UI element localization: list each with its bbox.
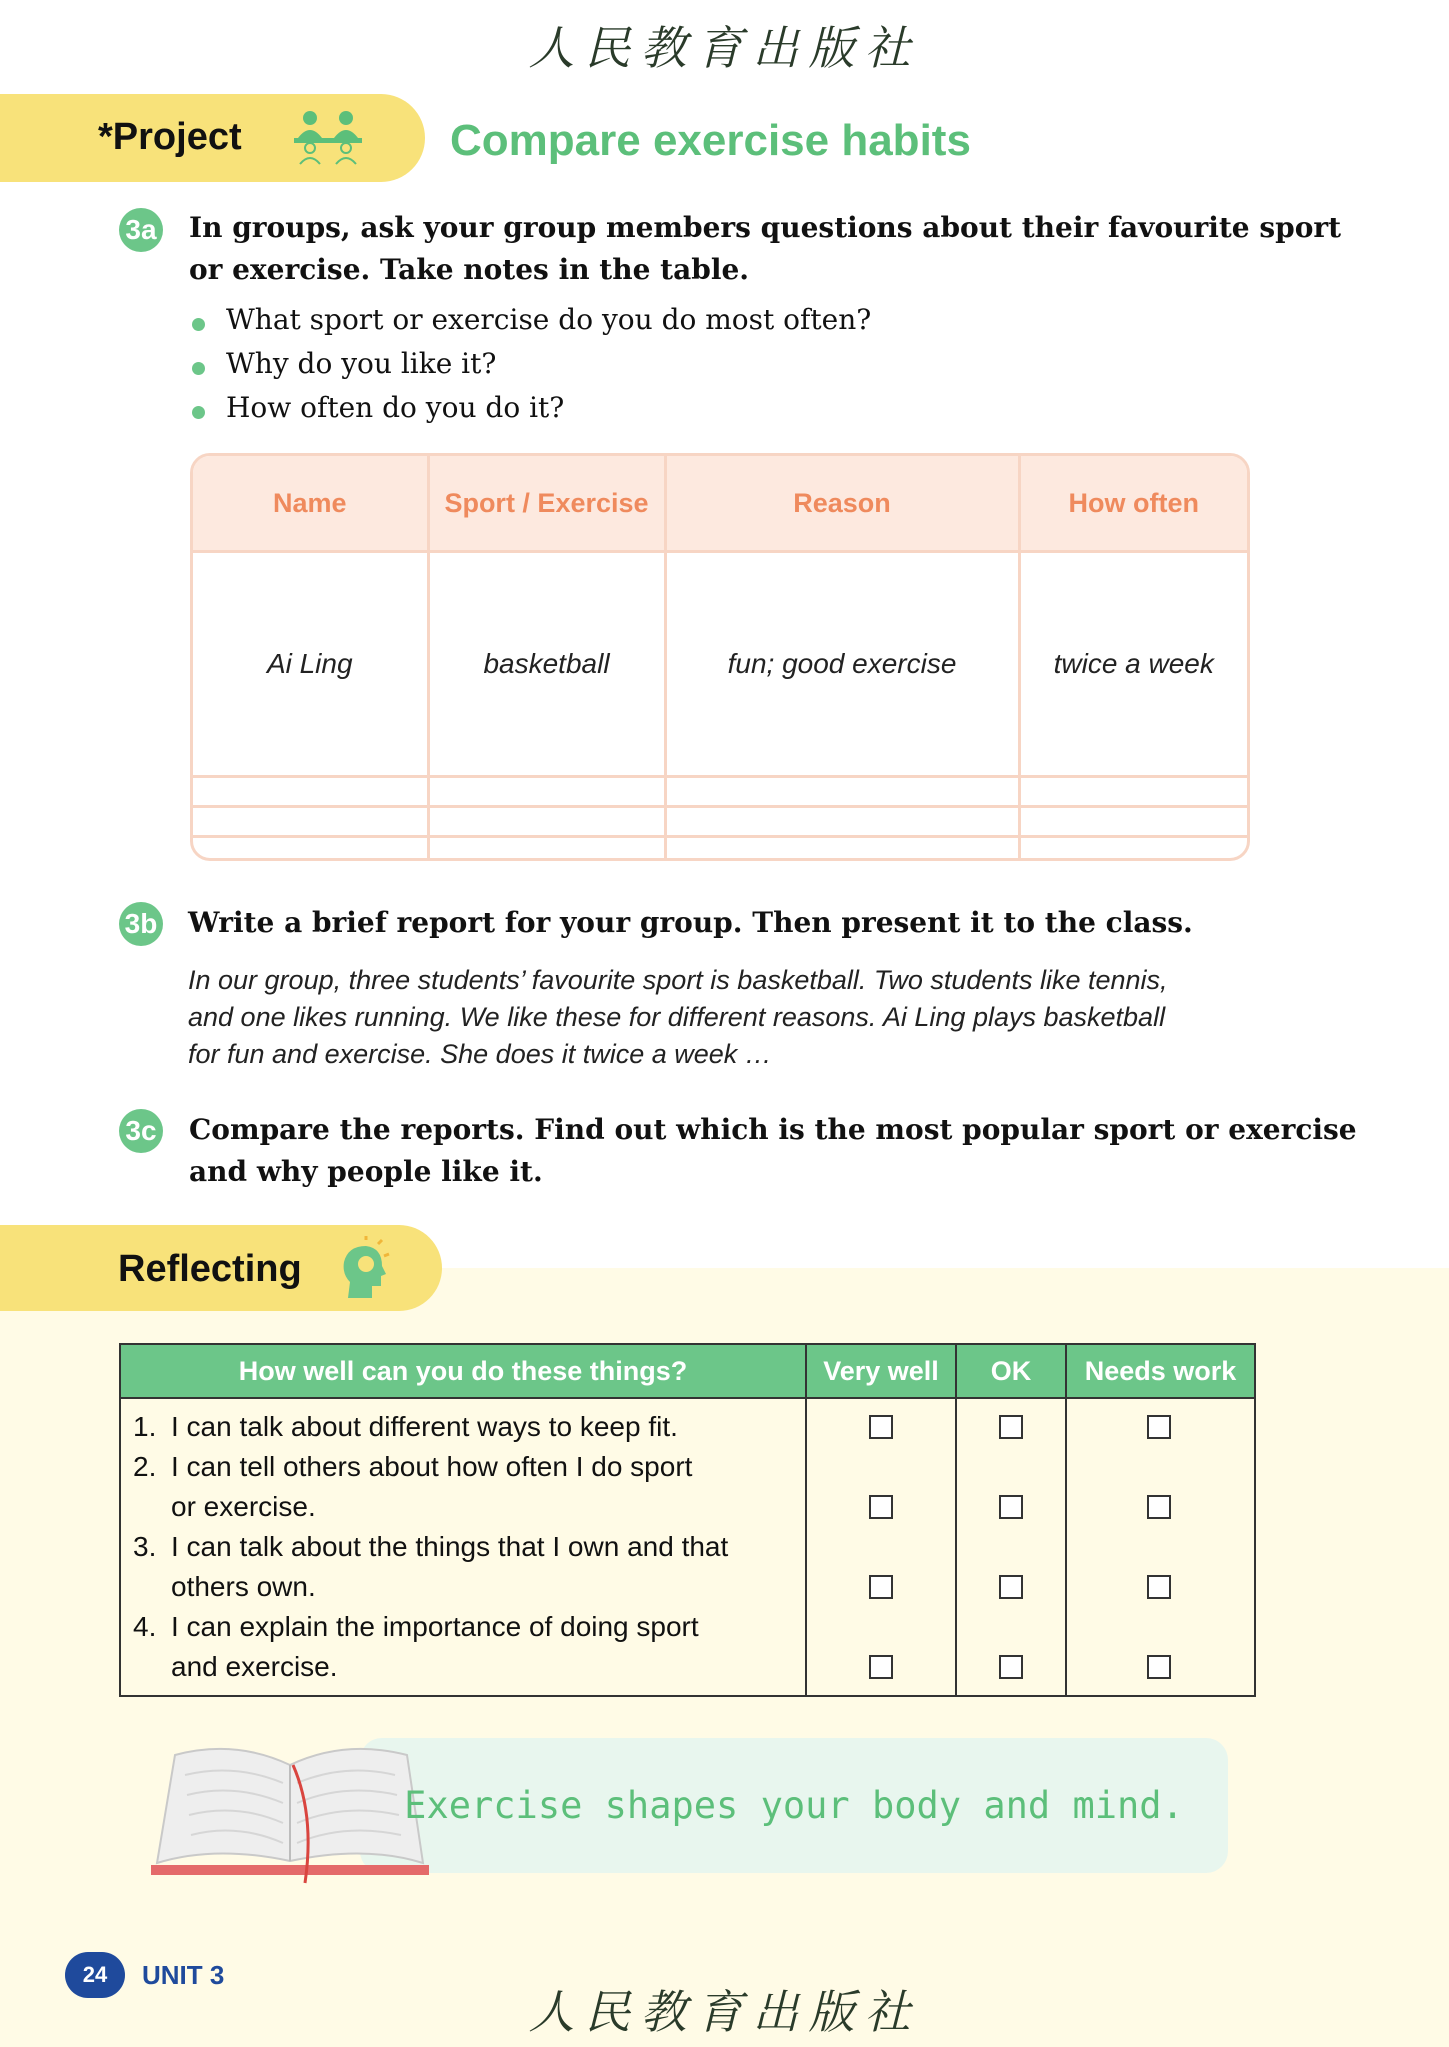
cell-reason: fun; good exercise: [665, 552, 1019, 777]
notes-table: [190, 453, 1250, 861]
checkbox-item4-very-well[interactable]: [869, 1655, 893, 1679]
reflect-header-very-well: Very well: [807, 1345, 957, 1397]
checkbox-item2-very-well[interactable]: [869, 1495, 893, 1519]
group-discussion-icon: [290, 108, 366, 171]
cell-name[interactable]: [193, 776, 428, 806]
question-2: Why do you like it?: [226, 347, 497, 380]
reflecting-label: Reflecting: [118, 1248, 302, 1290]
task-3b-instruction: Write a brief report for your group. Then present it to the class.: [188, 906, 1193, 939]
table-row: [193, 552, 1247, 777]
checkbox-item3-ok[interactable]: [999, 1575, 1023, 1599]
cell-name: Ai Ling: [193, 552, 428, 777]
task-3c-instruction-line1: Compare the reports. Find out which is the most popular sport or exercise: [189, 1113, 1357, 1146]
table-row: [193, 776, 1247, 806]
checkbox-item4-needs-work[interactable]: [1147, 1655, 1171, 1679]
checkbox-item3-needs-work[interactable]: [1147, 1575, 1171, 1599]
cell-reason[interactable]: [665, 837, 1019, 858]
notes-header-row: [193, 456, 1247, 552]
reflect-item-4: 4. I can explain the importance of doing sport and exercise.: [133, 1611, 699, 1682]
reflect-item-1: 1. I can talk about different ways to keep fit.: [133, 1411, 678, 1442]
cell-name[interactable]: [193, 806, 428, 836]
checkbox-item1-very-well[interactable]: [869, 1415, 893, 1439]
task-3a-instruction-line2: or exercise. Take notes in the table.: [189, 253, 750, 286]
cell-how-often[interactable]: [1019, 837, 1247, 858]
task-3a-instruction-line1: In groups, ask your group members questions about their favourite sport: [189, 211, 1342, 244]
sample-report-line1: In our group, three students’ favourite sport is basketball. Two students like tennis,: [188, 965, 1168, 995]
sample-report-line2: and one likes running. We like these for different reasons. Ai Ling plays basketball: [188, 1002, 1166, 1032]
bullet-dot: [192, 362, 205, 375]
lightbulb-head-icon: [338, 1236, 390, 1305]
cell-how-often[interactable]: [1019, 806, 1247, 836]
cell-how-often: twice a week: [1019, 552, 1247, 777]
cell-sport[interactable]: [428, 837, 665, 858]
checkbox-item1-needs-work[interactable]: [1147, 1415, 1171, 1439]
table-row: [193, 806, 1247, 836]
reflect-header-question: How well can you do these things?: [121, 1345, 807, 1397]
task-3c-instruction-line2: and why people like it.: [189, 1155, 543, 1188]
sample-report-line3: for fun and exercise. She does it twice a week …: [188, 1039, 772, 1069]
cell-name[interactable]: [193, 837, 428, 858]
checkbox-item4-ok[interactable]: [999, 1655, 1023, 1679]
header-divider: [121, 1397, 1254, 1399]
task-badge-3a: 3a: [119, 208, 163, 252]
motto-quote: Exercise shapes your body and mind.: [404, 1784, 1184, 1827]
cell-sport[interactable]: [428, 806, 665, 836]
task-badge-3c: 3c: [119, 1109, 163, 1153]
project-label: *Project: [98, 116, 242, 158]
question-3: How often do you do it?: [226, 391, 565, 424]
reflect-item-3: 3. I can talk about the things that I own and that others own.: [133, 1531, 729, 1602]
cell-reason[interactable]: [665, 806, 1019, 836]
header-name: Name: [193, 456, 428, 552]
project-title: Compare exercise habits: [450, 116, 971, 165]
reflect-header-needs-work: Needs work: [1067, 1345, 1254, 1397]
reflect-header-ok: OK: [957, 1345, 1067, 1397]
reflecting-table: [119, 1343, 1256, 1697]
checkbox-item2-needs-work[interactable]: [1147, 1495, 1171, 1519]
reflect-item-2: 2. I can tell others about how often I do sport or exercise.: [133, 1451, 693, 1522]
column-divider: [1065, 1345, 1067, 1695]
column-divider: [805, 1345, 807, 1695]
column-divider: [955, 1345, 957, 1695]
cell-how-often[interactable]: [1019, 776, 1247, 806]
bullet-dot: [192, 406, 205, 419]
checkbox-item2-ok[interactable]: [999, 1495, 1023, 1519]
question-1: What sport or exercise do you do most often?: [226, 303, 872, 336]
publisher-watermark-bottom: 人民教育出版社: [528, 1985, 921, 2039]
unit-label: UNIT 3: [142, 1960, 225, 1990]
cell-reason[interactable]: [665, 776, 1019, 806]
checkbox-item1-ok[interactable]: [999, 1415, 1023, 1439]
checkbox-item3-very-well[interactable]: [869, 1575, 893, 1599]
bullet-dot: [192, 318, 205, 331]
header-reason: Reason: [665, 456, 1019, 552]
publisher-watermark-top: 人民教育出版社: [528, 21, 921, 75]
header-sport-exercise: Sport / Exercise: [428, 456, 665, 552]
header-how-often: How often: [1019, 456, 1247, 552]
cell-sport: basketball: [428, 552, 665, 777]
table-row: [193, 837, 1247, 858]
cell-sport[interactable]: [428, 776, 665, 806]
task-badge-3b: 3b: [119, 902, 163, 946]
page-number: 24: [65, 1952, 125, 1998]
